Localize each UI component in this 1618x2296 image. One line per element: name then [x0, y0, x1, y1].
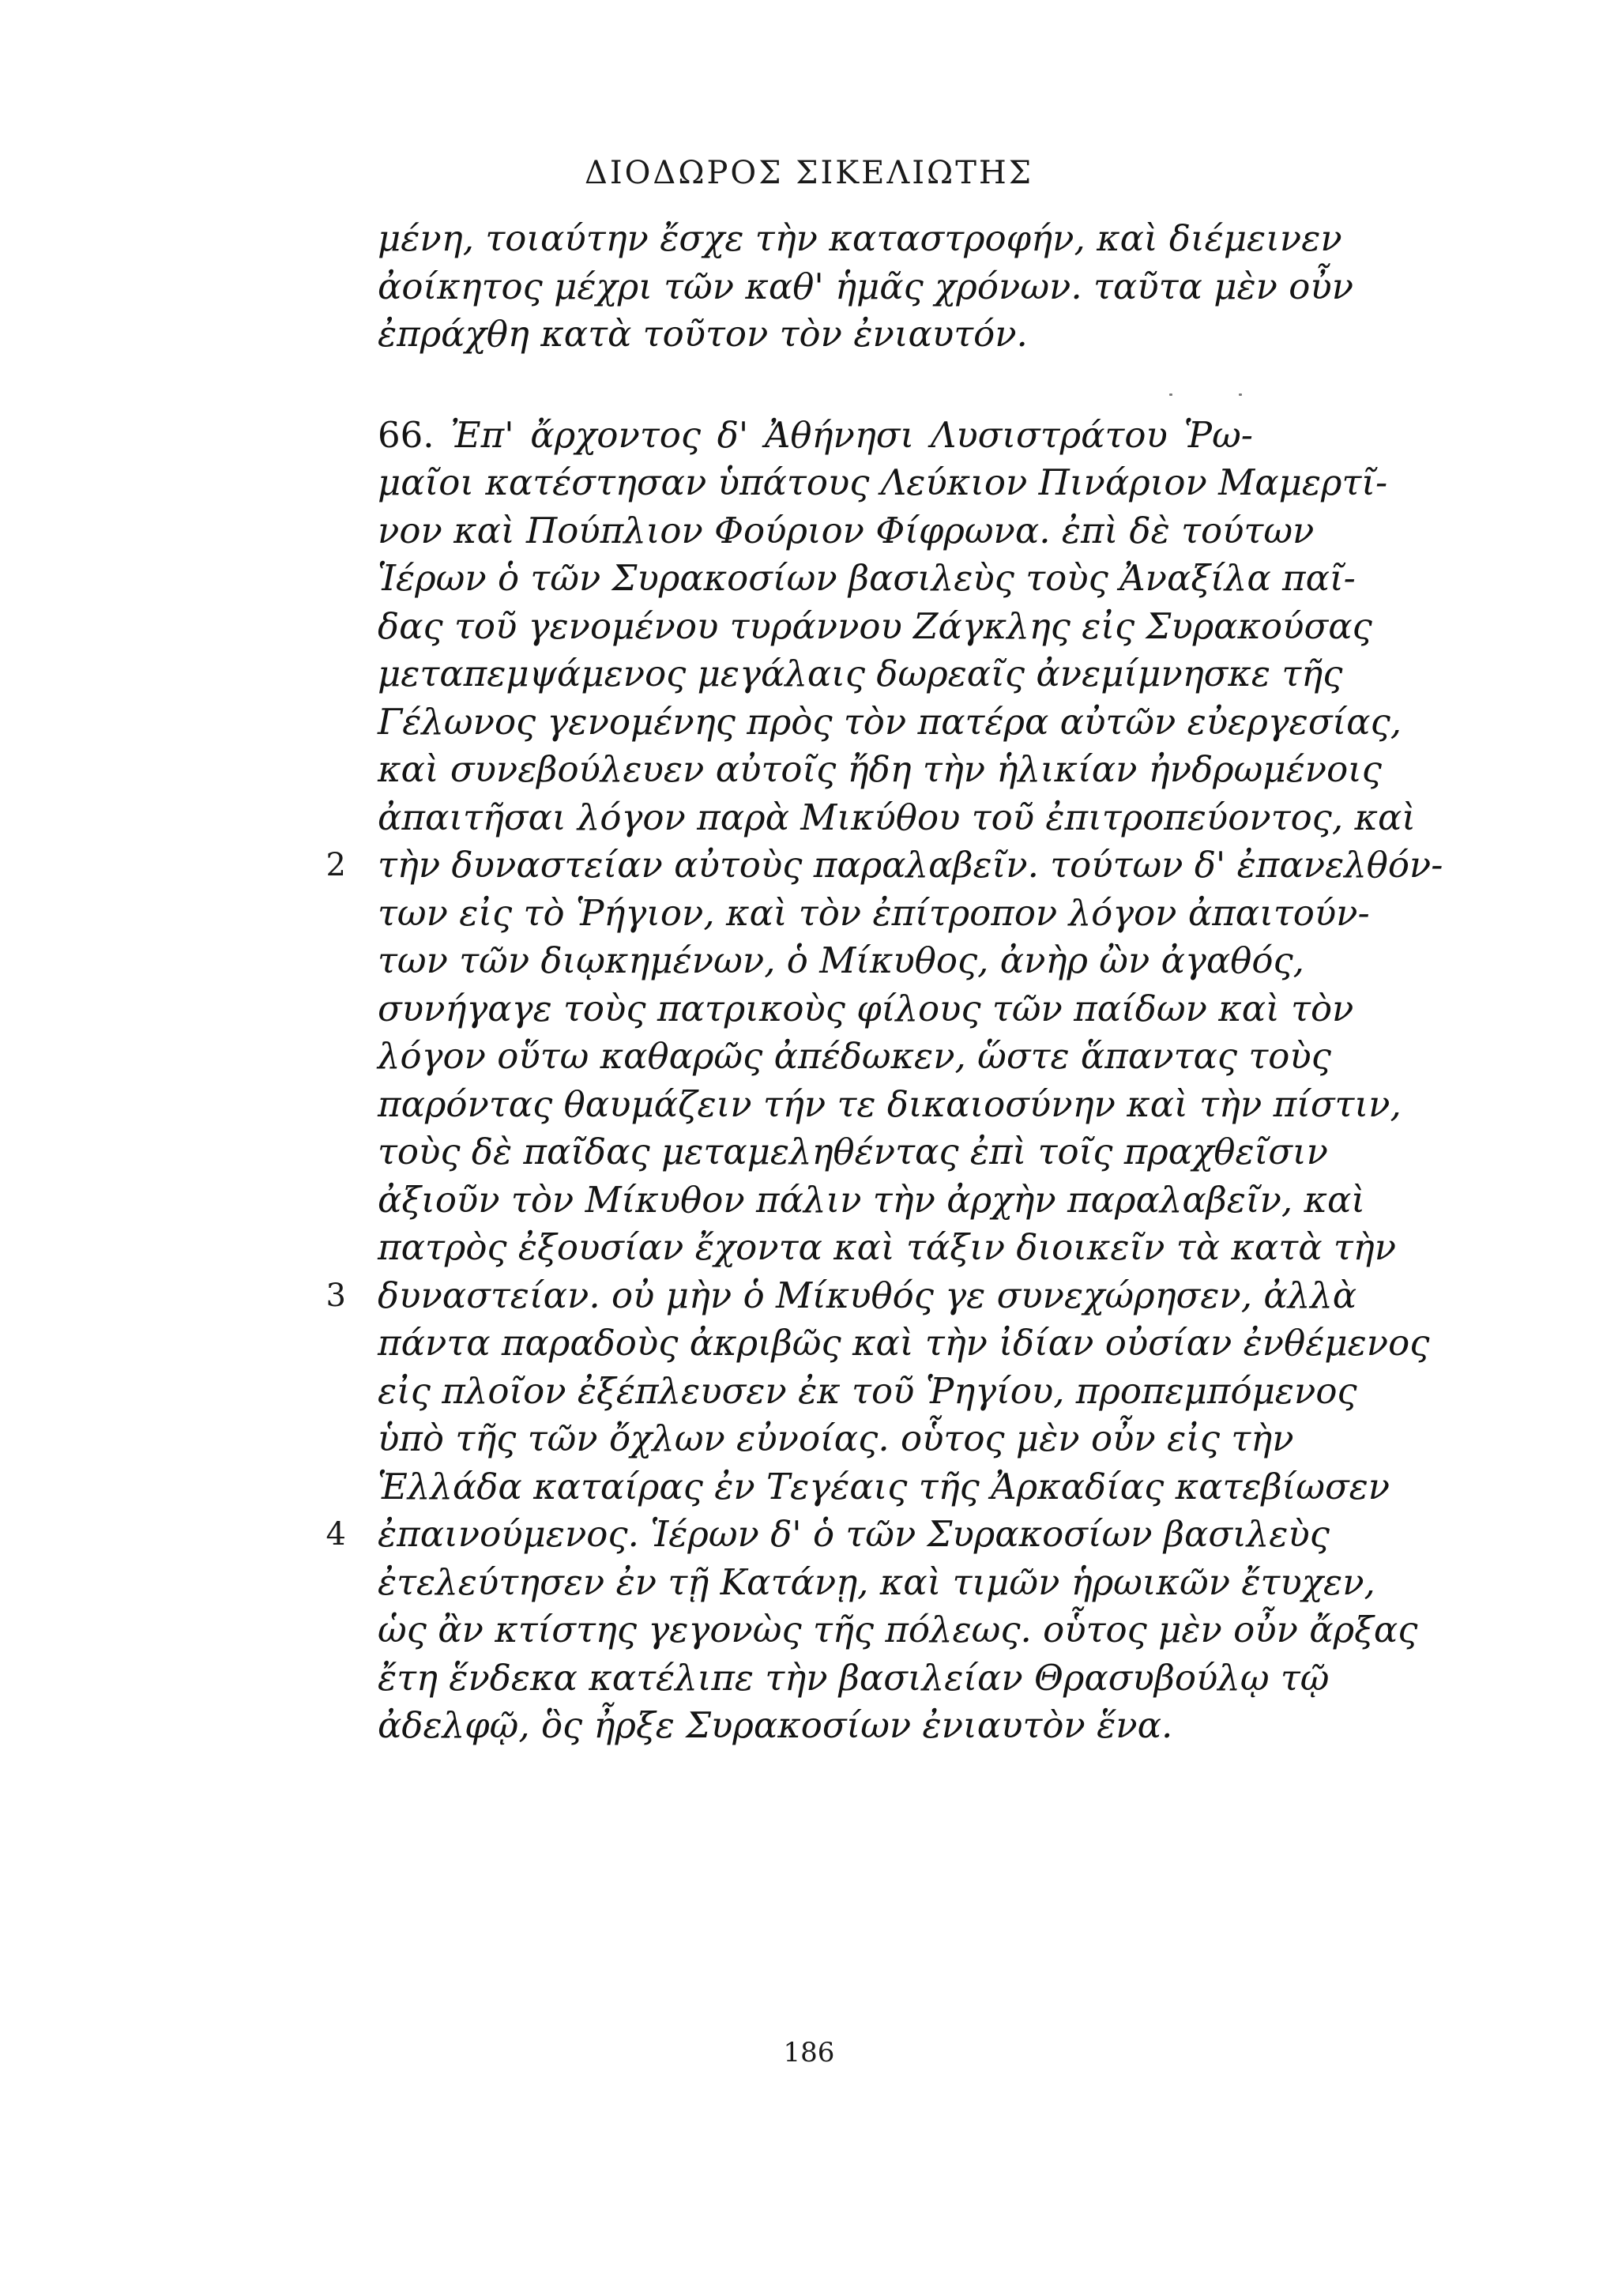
text-line	[378, 1559, 1375, 1607]
text-line	[378, 985, 1354, 1033]
line-text: των τῶν διῳκημένων, ὁ Μίκυθος, ἀνὴρ ὢν ἀγαθός,	[378, 939, 1304, 981]
line-text: τὴν δυναστείαν αὐτοὺς παραλαβεῖν. τούτων δ' ἐπανελθόν-	[378, 844, 1443, 886]
text-line	[378, 555, 1356, 603]
text-line	[325, 1272, 1357, 1320]
text-line	[378, 746, 1383, 794]
section-first-line-text: Ἐπ' ἄρχοντος δ' Ἀθήνησι Λυσιστράτου Ῥω-	[450, 413, 1253, 456]
text-line	[378, 1319, 1430, 1368]
line-text: συνήγαγε τοὺς πατρικοὺς φίλους τῶν παίδων καὶ τὸν	[378, 987, 1354, 1029]
text-line	[378, 650, 1343, 698]
text-line	[378, 1415, 1294, 1463]
line-text: ὡς ἂν κτίστης γεγονὼς τῆς πόλεως. οὗτος μὲν οὖν ἄρξας	[378, 1609, 1418, 1650]
text-line	[378, 1606, 1418, 1654]
line-text: ὑπὸ τῆς τῶν ὄχλων εὐνοίας. οὗτος μὲν οὖν εἰς τὴν	[378, 1417, 1294, 1459]
line-text: νον καὶ Πούπλιον Φούριον Φίφρωνα. ἐπὶ δὲ τούτων	[378, 509, 1315, 551]
page-number: 186	[783, 2037, 835, 2068]
line-text: δυναστείαν. οὐ μὴν ὁ Μίκυθός γε συνεχώρησεν, ἀλλὰ	[378, 1274, 1357, 1316]
margin-number: 2	[325, 847, 346, 883]
text-line	[378, 263, 1354, 311]
text-line	[378, 1224, 1397, 1272]
line-text: παρόντας θαυμάζειν τήν τε δικαιοσύνην καὶ τὴν πίστιν,	[378, 1082, 1402, 1125]
scan-speck	[1169, 393, 1172, 396]
text-line	[378, 311, 1253, 359]
text-line	[378, 1368, 1357, 1416]
text-line	[325, 1511, 1330, 1559]
text-line	[378, 1176, 1366, 1225]
text-line	[378, 698, 1402, 747]
margin-number: 3	[325, 1277, 346, 1314]
line-text: Γέλωνος γενομένης πρὸς τὸν πατέρα αὐτῶν εὐεργεσίας,	[378, 700, 1402, 743]
text-line	[378, 603, 1372, 651]
running-head: ΔΙΟΔΩΡΟΣ ΣΙΚΕΛΙΩΤΗΣ	[584, 155, 1034, 191]
text-line	[325, 841, 1443, 890]
text-line	[378, 1033, 1331, 1081]
line-text: ἔτη ἕνδεκα κατέλιπε τὴν βασιλείαν Θρασυβούλῳ τῷ	[378, 1656, 1330, 1699]
section-first-line	[378, 412, 1253, 460]
line-text: λόγον οὕτω καθαρῶς ἀπέδωκεν, ὥστε ἅπαντας τοὺς	[378, 1035, 1331, 1077]
line-text: ἐπαινούμενος. Ἱέρων δ' ὁ τῶν Συρακοσίων βασιλεὺς	[378, 1513, 1330, 1555]
scan-speck	[1239, 393, 1242, 396]
line-text: ἀδελφῷ, ὃς ἦρξε Συρακοσίων ἐνιαυτὸν ἕνα.	[378, 1704, 1173, 1746]
text-line	[378, 1654, 1330, 1703]
margin-number: 4	[325, 1516, 346, 1553]
line-text: ἐπράχθη κατὰ τοῦτον τὸν ἐνιαυτόν.	[378, 313, 1028, 355]
text-block	[325, 215, 1443, 1750]
line-text: καὶ συνεβούλευεν αὐτοῖς ἤδη τὴν ἡλικίαν ἠνδρωμένοις	[378, 748, 1383, 790]
text-line	[378, 1463, 1390, 1511]
line-text: εἰς πλοῖον ἐξέπλευσεν ἐκ τοῦ Ῥηγίου, προπεμπόμενος	[378, 1369, 1357, 1412]
line-text: πατρὸς ἐξουσίαν ἔχοντα καὶ τάξιν διοικεῖν τὰ κατὰ τὴν	[378, 1226, 1397, 1268]
section-number: 66.	[378, 413, 435, 456]
text-line	[378, 459, 1388, 507]
text-line	[378, 1081, 1402, 1129]
line-text: Ἱέρων ὁ τῶν Συρακοσίων βασιλεὺς τοὺς Ἀναξίλα παῖ-	[378, 557, 1356, 599]
line-text: μένη, τοιαύτην ἔσχε τὴν καταστροφήν, καὶ διέμεινεν	[378, 217, 1342, 259]
line-text: ἀπαιτῆσαι λόγον παρὰ Μικύθου τοῦ ἐπιτροπεύοντος, καὶ	[378, 796, 1417, 838]
line-text: πάντα παραδοὺς ἀκριβῶς καὶ τὴν ἰδίαν οὐσίαν ἐνθέμενος	[378, 1322, 1430, 1364]
text-line	[378, 215, 1342, 263]
text-line	[378, 937, 1304, 985]
line-text: ἐτελεύτησεν ἐν τῇ Κατάνῃ, καὶ τιμῶν ἡρωικῶν ἔτυχεν,	[378, 1560, 1375, 1603]
text-line	[378, 890, 1370, 938]
line-text: των εἰς τὸ Ῥήγιον, καὶ τὸν ἐπίτροπον λόγον ἀπαιτούν-	[378, 891, 1370, 934]
line-text: Ἑλλάδα καταίρας ἐν Τεγέαις τῆς Ἀρκαδίας κατεβίωσεν	[378, 1465, 1390, 1507]
line-text: ἀξιοῦν τὸν Μίκυθον πάλιν τὴν ἀρχὴν παραλαβεῖν, καὶ	[378, 1178, 1366, 1221]
line-text: δας τοῦ γενομένου τυράννου Ζάγκλης εἰς Συρακούσας	[378, 604, 1372, 647]
line-text: μαῖοι κατέστησαν ὑπάτους Λεύκιον Πινάριον Μαμερτῖ-	[378, 461, 1388, 503]
text-line	[378, 1702, 1253, 1750]
line-text: τοὺς δὲ παῖδας μεταμεληθέντας ἐπὶ τοῖς πραχθεῖσιν	[378, 1131, 1329, 1172]
line-text: ἀοίκητος μέχρι τῶν καθ' ἡμᾶς χρόνων. ταῦτα μὲν οὖν	[378, 265, 1354, 307]
line-text	[378, 412, 1253, 460]
text-line	[378, 794, 1417, 842]
text-line	[378, 507, 1315, 555]
line-text: μεταπεμψάμενος μεγάλαις δωρεαῖς ἀνεμίμνησκε τῆς	[378, 653, 1343, 694]
text-line	[378, 1128, 1329, 1176]
